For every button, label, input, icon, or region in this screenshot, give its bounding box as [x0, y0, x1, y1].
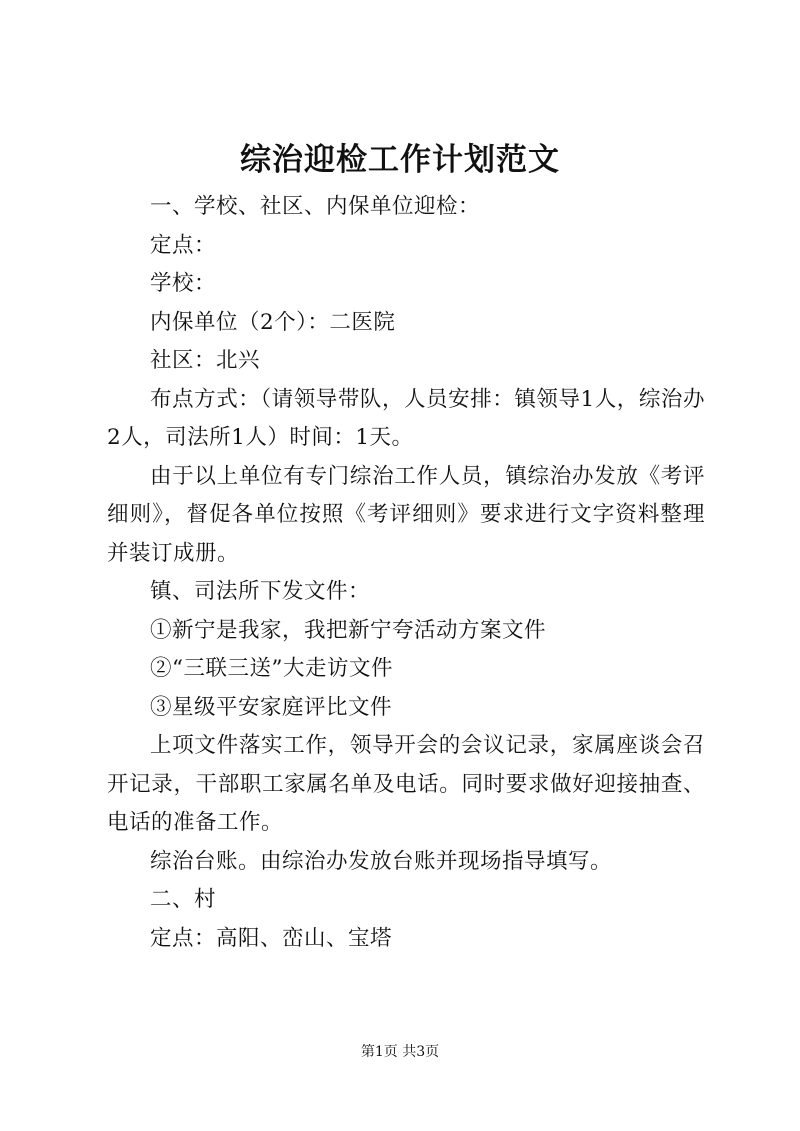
- document-body: [107, 188, 705, 958]
- paragraph-school: 学校：: [150, 271, 217, 296]
- list-item-document-2: ②“三联三送”大走访文件: [150, 656, 393, 681]
- paragraph-ledger: 综治台账。由综治办发放台账并现场指导填写。: [150, 848, 613, 874]
- paragraph-assessment-rules: 由于以上单位有专门综治工作人员，镇综治办发放《考评细则》，督促各单位按照《考评细则》要求进行文字资料整理并装订成册。: [107, 463, 705, 566]
- paragraph-internal-security-units: 内保单位（2个）：二医院: [150, 309, 396, 335]
- list-item-document-1: ①新宁是我家，我把新宁夸活动方案文件: [150, 617, 547, 643]
- paragraph-community: 社区：北兴: [150, 348, 261, 373]
- paragraph-section-2-heading: 二、村: [150, 887, 217, 912]
- paragraph-implementation: 上项文件落实工作，领导开会的会议记录，家属座谈会召开记录，干部职工家属名单及电话。同时要求做好迎接抽查、电话的准备工作。: [107, 733, 705, 835]
- document-title: 综治迎检工作计划范文: [240, 142, 560, 178]
- paragraph-section-1-heading: 一、学校、社区、内保单位迎检：: [150, 194, 481, 219]
- list-item-document-3: ③星级平安家庭评比文件: [150, 694, 393, 720]
- page-number: 第1页 共3页: [360, 1044, 440, 1060]
- paragraph-deployment-method: 布点方式：（请领导带队，人员安排：镇领导1人，综治办2人，司法所1人）时间：1天。: [107, 386, 705, 450]
- paragraph-fixed-point: 定点：: [150, 232, 217, 258]
- paragraph-village-fixed-point: 定点：高阳、峦山、宝塔: [150, 925, 393, 951]
- paragraph-issued-documents: 镇、司法所下发文件：: [150, 579, 371, 604]
